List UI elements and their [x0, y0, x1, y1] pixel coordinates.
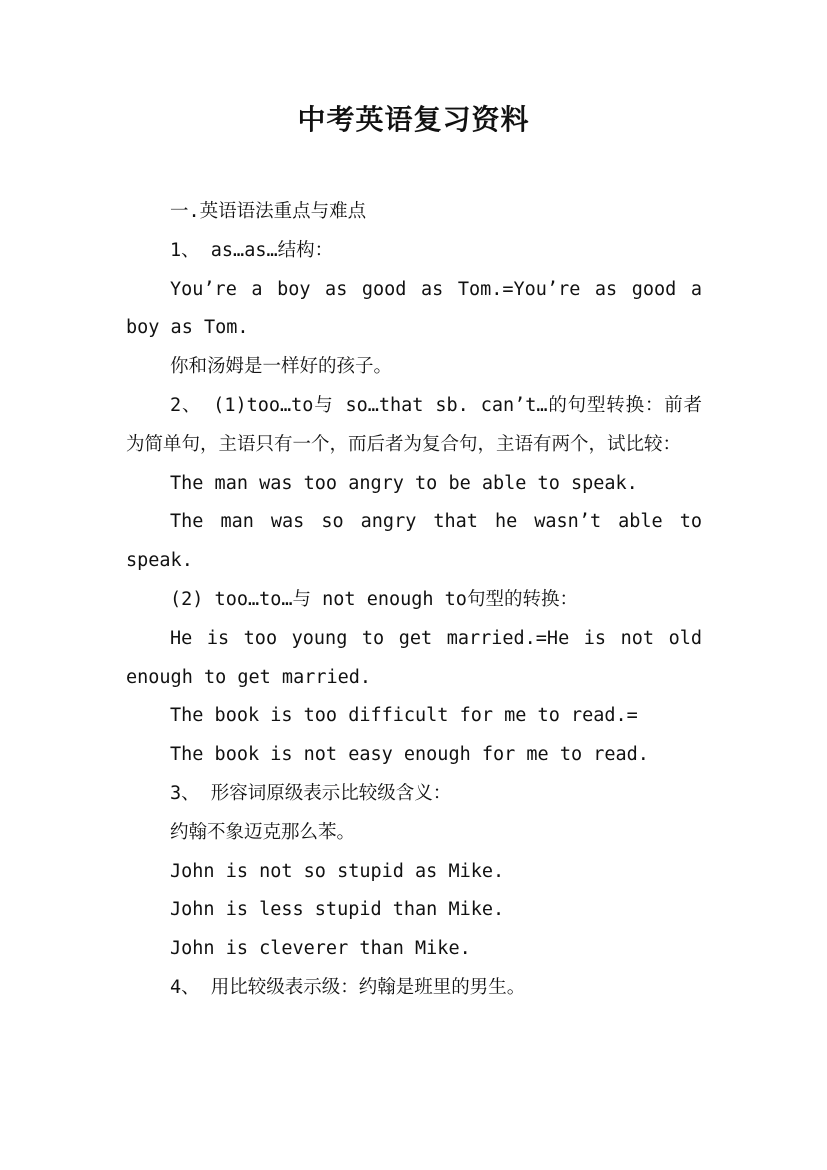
- paragraph: 约翰不象迈克那么苯。: [170, 821, 356, 843]
- paragraph: 你和汤姆是一样好的孩子。: [170, 356, 393, 378]
- paragraph: 3、 形容词原级表示比较级含义：: [170, 782, 452, 804]
- paragraph: (2) too…to…与 not enough to句型的转换：: [170, 588, 578, 610]
- document-body: [126, 193, 702, 1008]
- paragraph: The book is too difficult for me to read.=: [170, 705, 638, 727]
- paragraph: The man was too angry to be able to speak.: [170, 472, 638, 494]
- paragraph: He is too young to get married.=He is not old enough to get married.: [126, 627, 702, 688]
- paragraph: 4、 用比较级表示级：约翰是班里的男生。: [170, 976, 526, 998]
- paragraph: 1、 as…as…结构：: [170, 239, 334, 261]
- document-title: 中考英语复习资料: [297, 103, 530, 136]
- paragraph: You’re a boy as good as Tom.=You’re as good a boy as Tom.: [126, 278, 702, 339]
- paragraph: John is not so stupid as Mike.: [170, 860, 505, 882]
- paragraph: The man was so angry that he wasn’t able to speak.: [126, 511, 702, 572]
- paragraph: The book is not easy enough for me to read.: [170, 744, 649, 766]
- section-heading: 一.英语语法重点与难点: [170, 201, 367, 222]
- paragraph: John is cleverer than Mike.: [170, 938, 471, 960]
- paragraph: 2、 (1)too…to与 so…that sb. can’t…的句型转换：前者为简单句，主语只有一个，而后者为复合句，主语有两个，试比较：: [126, 394, 702, 455]
- paragraph: John is less stupid than Mike.: [170, 899, 505, 921]
